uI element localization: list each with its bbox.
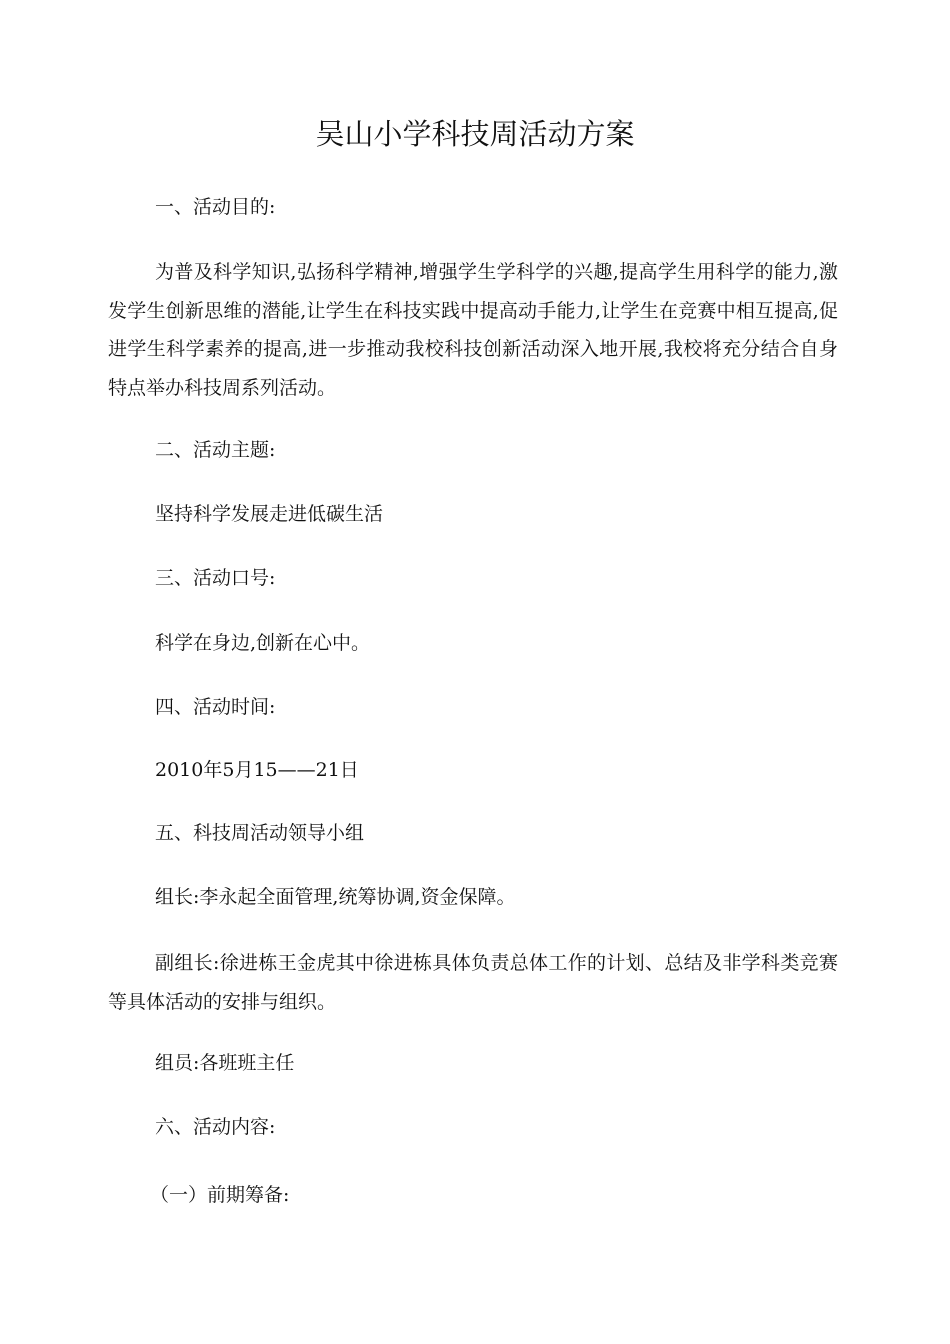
section-heading-theme: 二、活动主题:: [155, 439, 276, 461]
section-heading-purpose: 一、活动目的:: [155, 196, 276, 218]
document-title: 吴山小学科技周活动方案: [315, 117, 635, 151]
paragraph-slogan: 科学在身边,创新在心中。: [155, 632, 371, 654]
section-heading-leadership: 五、科技周活动领导小组: [155, 822, 365, 844]
paragraph-leader: 组长:李永起全面管理,统筹协调,资金保障。: [155, 886, 516, 908]
section-heading-content: 六、活动内容:: [155, 1116, 276, 1138]
section-heading-time: 四、活动时间:: [155, 696, 276, 718]
paragraph-theme: 坚持科学发展走进低碳生活: [155, 503, 384, 525]
paragraph-deputy-leader: 副组长:徐进栋王金虎其中徐进栋具体负责总体工作的计划、总结及非学科类竞赛等具体活动的安排与组织。: [108, 952, 838, 1013]
paragraph-members: 组员:各班班主任: [155, 1052, 295, 1074]
paragraph-purpose: 为普及科学知识,弘扬科学精神,增强学生学科学的兴趣,提高学生用科学的能力,激发学生创新思维的潜能,让学生在科技实践中提高动手能力,让学生在竞赛中相互提高,促进学生科学素养的提高,进一步推动我校科技创新活动深入地开展,我校将充分结合自身特点举办科技周系列活动。: [108, 261, 838, 399]
paragraph-time: 2010年5月15——21日: [155, 759, 359, 781]
section-heading-slogan: 三、活动口号:: [155, 567, 276, 589]
subsection-heading-preparation: （一）前期筹备:: [150, 1184, 290, 1206]
